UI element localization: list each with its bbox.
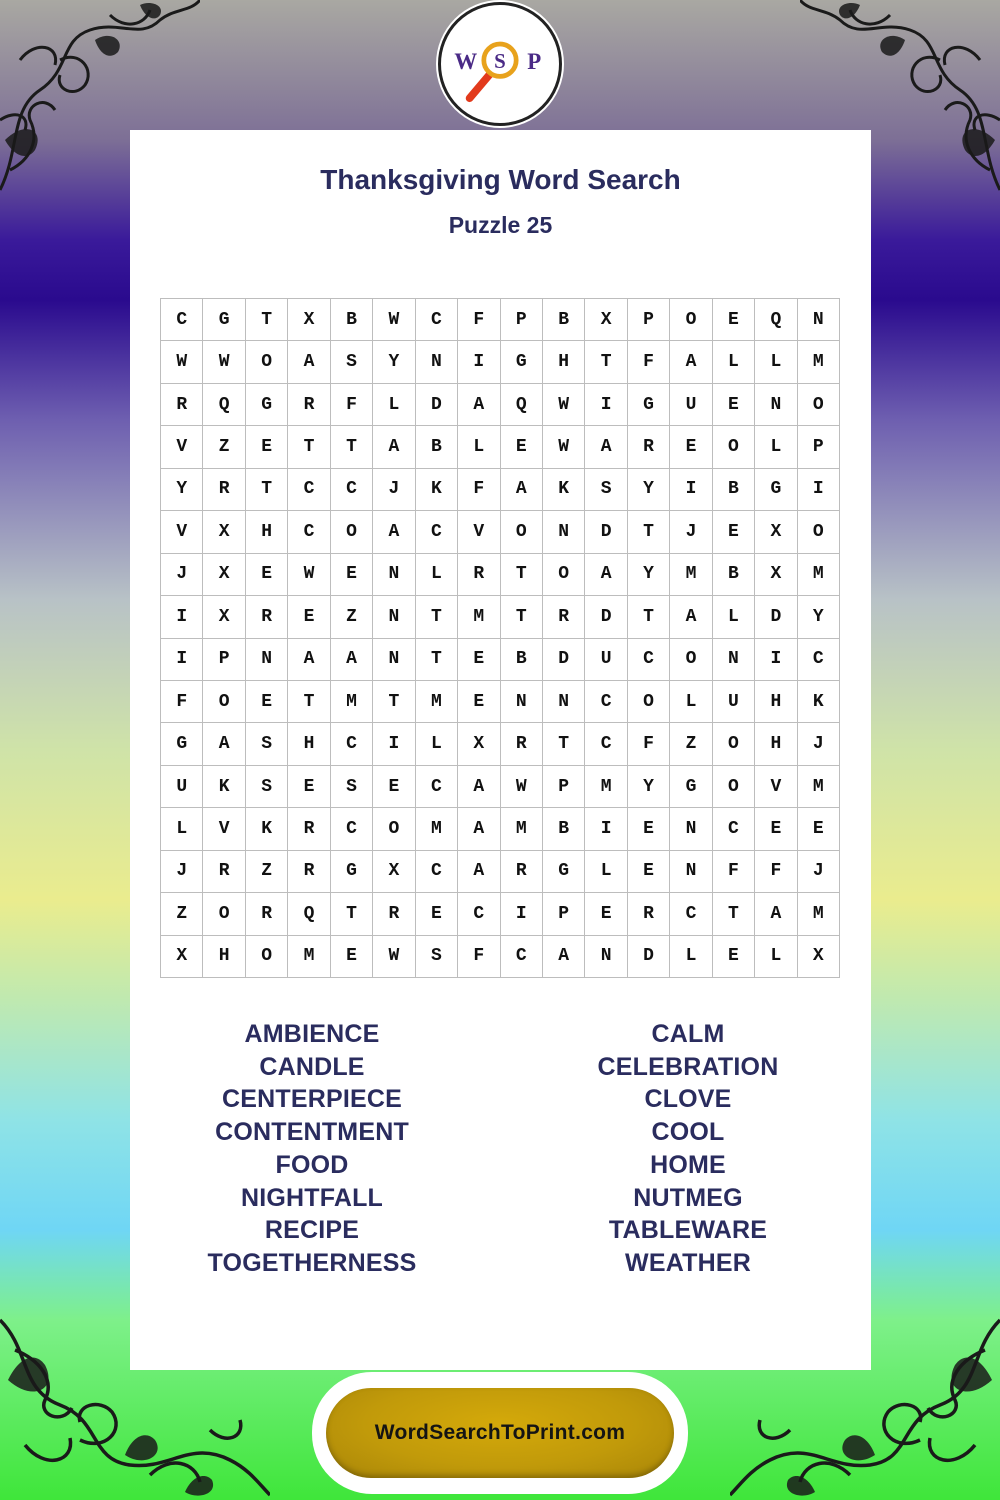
grid-cell[interactable]: E — [585, 893, 627, 935]
grid-cell[interactable]: R — [373, 893, 415, 935]
grid-cell[interactable]: R — [288, 808, 330, 850]
grid-cell[interactable]: I — [798, 469, 840, 511]
word-list-item: COOL — [651, 1118, 725, 1147]
grid-cell[interactable]: T — [585, 341, 627, 383]
grid-cell[interactable]: E — [628, 851, 670, 893]
site-url-link[interactable]: WordSearchToPrint.com — [374, 1421, 626, 1444]
grid-cell[interactable]: B — [713, 469, 755, 511]
grid-cell[interactable]: O — [203, 681, 245, 723]
letter-grid[interactable] — [160, 298, 840, 978]
grid-cell[interactable]: J — [798, 851, 840, 893]
grid-cell[interactable]: B — [501, 639, 543, 681]
grid-cell[interactable]: I — [585, 384, 627, 426]
grid-cell[interactable]: M — [798, 554, 840, 596]
grid-cell[interactable]: W — [373, 936, 415, 978]
grid-cell[interactable]: A — [501, 469, 543, 511]
grid-cell[interactable]: P — [628, 299, 670, 341]
word-list-item: WEATHER — [625, 1248, 751, 1277]
grid-cell[interactable]: A — [670, 596, 712, 638]
grid-cell[interactable]: C — [288, 469, 330, 511]
grid-cell[interactable]: W — [543, 384, 585, 426]
grid-cell[interactable]: D — [416, 384, 458, 426]
grid-cell[interactable]: F — [331, 384, 373, 426]
word-list-item: CALM — [651, 1020, 725, 1048]
grid-cell[interactable]: U — [585, 639, 627, 681]
word-list-item: CELEBRATION — [597, 1052, 779, 1081]
word-list-item: CENTERPIECE — [221, 1085, 402, 1114]
grid-cell[interactable]: X — [755, 554, 797, 596]
grid-cell[interactable]: W — [501, 766, 543, 808]
grid-cell[interactable]: N — [373, 639, 415, 681]
grid-cell[interactable]: Y — [798, 596, 840, 638]
grid-cell[interactable]: E — [713, 511, 755, 553]
grid-cell[interactable]: R — [628, 426, 670, 468]
grid-cell[interactable]: I — [161, 639, 203, 681]
grid-cell[interactable]: N — [543, 511, 585, 553]
grid-cell[interactable]: X — [458, 723, 500, 765]
grid-cell[interactable]: S — [331, 341, 373, 383]
grid-cell[interactable]: A — [373, 426, 415, 468]
grid-cell[interactable]: F — [713, 851, 755, 893]
grid-cell[interactable]: O — [798, 384, 840, 426]
grid-cell[interactable]: E — [288, 596, 330, 638]
grid-cell[interactable]: T — [501, 554, 543, 596]
grid-cell[interactable]: Y — [628, 469, 670, 511]
grid-cell[interactable]: H — [246, 511, 288, 553]
grid-cell[interactable]: F — [628, 341, 670, 383]
grid-cell[interactable]: E — [331, 936, 373, 978]
grid-cell[interactable]: F — [161, 681, 203, 723]
grid-cell[interactable]: X — [203, 596, 245, 638]
grid-cell[interactable]: J — [798, 723, 840, 765]
grid-cell[interactable]: E — [458, 681, 500, 723]
grid-cell[interactable]: W — [373, 299, 415, 341]
grid-cell[interactable]: W — [543, 426, 585, 468]
grid-cell[interactable]: R — [288, 851, 330, 893]
grid-cell[interactable]: N — [798, 299, 840, 341]
grid-cell[interactable]: T — [331, 426, 373, 468]
grid-cell[interactable]: V — [161, 426, 203, 468]
grid-cell[interactable]: O — [670, 639, 712, 681]
grid-cell[interactable]: E — [246, 554, 288, 596]
grid-cell[interactable]: D — [585, 511, 627, 553]
grid-cell[interactable]: A — [458, 384, 500, 426]
grid-cell[interactable]: C — [798, 639, 840, 681]
grid-cell[interactable]: F — [628, 723, 670, 765]
grid-cell[interactable]: M — [585, 766, 627, 808]
grid-cell[interactable]: J — [161, 554, 203, 596]
grid-cell[interactable]: I — [373, 723, 415, 765]
grid-cell[interactable]: X — [161, 936, 203, 978]
grid-cell[interactable]: C — [331, 723, 373, 765]
grid-cell[interactable]: R — [203, 851, 245, 893]
grid-cell[interactable]: O — [203, 893, 245, 935]
grid-cell[interactable]: A — [373, 511, 415, 553]
grid-cell[interactable]: T — [713, 893, 755, 935]
grid-cell[interactable]: C — [416, 511, 458, 553]
grid-cell[interactable]: H — [755, 681, 797, 723]
grid-cell[interactable]: H — [543, 341, 585, 383]
grid-cell[interactable]: E — [670, 426, 712, 468]
grid-cell[interactable]: E — [798, 808, 840, 850]
grid-cell[interactable]: R — [458, 554, 500, 596]
grid-cell[interactable]: N — [713, 639, 755, 681]
grid-cell[interactable]: N — [755, 384, 797, 426]
grid-cell[interactable]: X — [373, 851, 415, 893]
footer-banner[interactable] — [326, 1388, 674, 1478]
grid-cell[interactable]: A — [585, 426, 627, 468]
grid-cell[interactable]: C — [585, 723, 627, 765]
magnifier-logo-icon — [441, 5, 559, 123]
grid-cell[interactable]: Q — [501, 384, 543, 426]
grid-cell[interactable]: B — [331, 299, 373, 341]
grid-cell[interactable]: E — [713, 299, 755, 341]
grid-cell[interactable]: X — [203, 511, 245, 553]
grid-cell[interactable]: P — [203, 639, 245, 681]
grid-cell[interactable]: N — [543, 681, 585, 723]
grid-cell[interactable]: A — [458, 851, 500, 893]
grid-cell[interactable]: N — [246, 639, 288, 681]
grid-cell[interactable]: U — [713, 681, 755, 723]
logo-letter-w: W — [454, 48, 478, 74]
grid-cell[interactable]: O — [331, 511, 373, 553]
grid-cell[interactable]: O — [713, 426, 755, 468]
grid-cell[interactable]: S — [331, 766, 373, 808]
grid-cell[interactable]: S — [246, 723, 288, 765]
grid-cell[interactable]: Z — [246, 851, 288, 893]
grid-cell[interactable]: V — [161, 511, 203, 553]
grid-cell[interactable]: T — [288, 426, 330, 468]
grid-cell[interactable]: F — [458, 299, 500, 341]
grid-cell[interactable]: Q — [203, 384, 245, 426]
grid-cell[interactable]: L — [755, 341, 797, 383]
grid-cell[interactable]: M — [670, 554, 712, 596]
grid-cell[interactable]: L — [670, 681, 712, 723]
grid-cell[interactable]: M — [331, 681, 373, 723]
word-list-item: TABLEWARE — [608, 1216, 768, 1245]
grid-cell[interactable]: H — [755, 723, 797, 765]
grid-cell[interactable]: E — [628, 808, 670, 850]
grid-cell[interactable]: Y — [628, 554, 670, 596]
grid-cell[interactable]: F — [458, 936, 500, 978]
grid-cell[interactable]: C — [331, 808, 373, 850]
grid-cell[interactable]: S — [416, 936, 458, 978]
site-logo[interactable] — [438, 2, 562, 126]
grid-cell[interactable]: K — [543, 469, 585, 511]
grid-cell[interactable]: E — [713, 384, 755, 426]
grid-cell[interactable]: V — [458, 511, 500, 553]
grid-cell[interactable]: A — [543, 936, 585, 978]
grid-cell[interactable]: N — [585, 936, 627, 978]
grid-cell[interactable]: T — [373, 681, 415, 723]
page-title: Thanksgiving Word Search — [320, 164, 681, 195]
grid-cell[interactable]: M — [416, 808, 458, 850]
grid-cell[interactable]: H — [288, 723, 330, 765]
grid-cell[interactable]: F — [458, 469, 500, 511]
grid-cell[interactable]: R — [543, 596, 585, 638]
grid-cell[interactable]: Z — [331, 596, 373, 638]
grid-cell[interactable]: B — [416, 426, 458, 468]
grid-cell[interactable]: G — [246, 384, 288, 426]
grid-cell[interactable]: P — [798, 426, 840, 468]
grid-cell[interactable]: G — [203, 299, 245, 341]
grid-cell[interactable]: P — [501, 299, 543, 341]
grid-cell[interactable]: G — [543, 851, 585, 893]
grid-cell[interactable]: C — [713, 808, 755, 850]
grid-cell[interactable]: C — [585, 681, 627, 723]
grid-cell[interactable]: U — [161, 766, 203, 808]
grid-cell[interactable]: W — [288, 554, 330, 596]
word-list-item: RECIPE — [264, 1216, 360, 1245]
grid-cell[interactable]: E — [373, 766, 415, 808]
grid-cell[interactable]: N — [501, 681, 543, 723]
grid-cell[interactable]: L — [670, 936, 712, 978]
word-list-item: HOME — [650, 1150, 726, 1179]
grid-cell[interactable]: R — [246, 596, 288, 638]
grid-cell[interactable]: E — [246, 426, 288, 468]
grid-cell[interactable]: M — [416, 681, 458, 723]
grid-cell[interactable]: I — [670, 469, 712, 511]
grid-cell[interactable]: O — [543, 554, 585, 596]
grid-cell[interactable]: O — [373, 808, 415, 850]
grid-cell[interactable]: L — [373, 384, 415, 426]
grid-cell[interactable]: T — [331, 893, 373, 935]
grid-cell[interactable]: A — [670, 341, 712, 383]
word-list-item: AMBIENCE — [244, 1020, 380, 1048]
grid-cell[interactable]: T — [543, 723, 585, 765]
grid-cell[interactable]: I — [501, 893, 543, 935]
grid-cell[interactable]: E — [331, 554, 373, 596]
grid-cell[interactable]: J — [670, 511, 712, 553]
grid-cell[interactable]: P — [543, 766, 585, 808]
grid-cell[interactable]: Y — [373, 341, 415, 383]
grid-cell[interactable]: L — [161, 808, 203, 850]
grid-cell[interactable]: X — [288, 299, 330, 341]
logo-letter-p: P — [527, 48, 542, 74]
grid-cell[interactable]: C — [288, 511, 330, 553]
grid-cell[interactable]: E — [755, 808, 797, 850]
grid-cell[interactable]: I — [585, 808, 627, 850]
grid-cell[interactable]: G — [331, 851, 373, 893]
grid-cell[interactable]: C — [458, 893, 500, 935]
grid-cell[interactable]: R — [246, 893, 288, 935]
grid-cell[interactable]: C — [331, 469, 373, 511]
grid-cell[interactable]: T — [628, 596, 670, 638]
grid-cell[interactable]: E — [458, 639, 500, 681]
grid-cell[interactable]: L — [713, 341, 755, 383]
grid-cell[interactable]: W — [161, 341, 203, 383]
grid-cell[interactable]: A — [458, 766, 500, 808]
grid-cell[interactable]: X — [798, 936, 840, 978]
word-list-item: CONTENTMENT — [215, 1118, 409, 1147]
grid-cell[interactable]: E — [501, 426, 543, 468]
grid-cell[interactable]: G — [755, 469, 797, 511]
grid-cell[interactable]: C — [670, 893, 712, 935]
grid-cell[interactable]: L — [755, 426, 797, 468]
puzzle-sheet — [130, 130, 871, 1370]
grid-cell[interactable]: Z — [670, 723, 712, 765]
grid-cell[interactable]: E — [416, 893, 458, 935]
grid-cell[interactable]: M — [798, 341, 840, 383]
grid-cell[interactable]: M — [501, 808, 543, 850]
grid-cell[interactable]: V — [755, 766, 797, 808]
grid-cell[interactable]: A — [288, 639, 330, 681]
grid-cell[interactable]: G — [628, 384, 670, 426]
grid-cell[interactable]: K — [798, 681, 840, 723]
word-list-item: TOGETHERNESS — [207, 1248, 417, 1277]
grid-cell[interactable]: S — [246, 766, 288, 808]
grid-cell[interactable]: N — [373, 596, 415, 638]
grid-cell[interactable]: B — [543, 808, 585, 850]
grid-cell[interactable]: L — [458, 426, 500, 468]
grid-cell[interactable]: T — [246, 299, 288, 341]
grid-cell[interactable]: E — [288, 766, 330, 808]
grid-cell[interactable]: C — [501, 936, 543, 978]
grid-cell[interactable]: O — [798, 511, 840, 553]
grid-cell[interactable]: O — [713, 766, 755, 808]
grid-cell[interactable]: V — [203, 808, 245, 850]
grid-cell[interactable]: G — [501, 341, 543, 383]
grid-cell[interactable]: E — [713, 936, 755, 978]
word-list-item: CLOVE — [644, 1085, 732, 1114]
grid-cell[interactable]: M — [458, 596, 500, 638]
grid-cell[interactable]: J — [373, 469, 415, 511]
grid-cell[interactable]: D — [755, 596, 797, 638]
word-list-right — [528, 1018, 848, 1280]
grid-cell[interactable]: A — [203, 723, 245, 765]
grid-cell[interactable]: T — [416, 596, 458, 638]
grid-cell[interactable]: G — [670, 766, 712, 808]
grid-cell[interactable]: R — [161, 384, 203, 426]
grid-cell[interactable]: L — [755, 936, 797, 978]
grid-cell[interactable]: Z — [203, 426, 245, 468]
grid-cell[interactable]: N — [670, 851, 712, 893]
logo-letter-s: S — [494, 48, 506, 73]
grid-cell[interactable]: K — [203, 766, 245, 808]
word-list-item: CANDLE — [259, 1052, 365, 1081]
grid-cell[interactable]: R — [501, 851, 543, 893]
word-list-item: FOOD — [275, 1150, 349, 1179]
grid-cell[interactable]: R — [628, 893, 670, 935]
grid-cell[interactable]: Y — [161, 469, 203, 511]
word-list-left — [152, 1018, 472, 1280]
grid-cell[interactable]: G — [161, 723, 203, 765]
grid-cell[interactable]: C — [416, 766, 458, 808]
grid-cell[interactable]: F — [755, 851, 797, 893]
grid-cell[interactable]: B — [713, 554, 755, 596]
grid-cell[interactable]: L — [416, 554, 458, 596]
grid-cell[interactable]: M — [798, 766, 840, 808]
grid-cell[interactable]: U — [670, 384, 712, 426]
grid-cell[interactable]: O — [670, 299, 712, 341]
grid-cell[interactable]: L — [713, 596, 755, 638]
grid-cell[interactable]: R — [501, 723, 543, 765]
grid-cell[interactable]: O — [713, 723, 755, 765]
grid-cell[interactable]: A — [331, 639, 373, 681]
grid-cell[interactable]: D — [543, 639, 585, 681]
grid-cell[interactable]: I — [755, 639, 797, 681]
word-list-item: NIGHTFALL — [240, 1183, 384, 1212]
grid-cell[interactable]: N — [373, 554, 415, 596]
grid-cell[interactable]: P — [543, 893, 585, 935]
grid-cell[interactable]: I — [458, 341, 500, 383]
grid-cell[interactable]: A — [458, 808, 500, 850]
grid-cell[interactable]: O — [246, 936, 288, 978]
grid-cell[interactable]: C — [416, 299, 458, 341]
grid-cell[interactable]: O — [628, 681, 670, 723]
grid-cell[interactable]: T — [246, 469, 288, 511]
grid-cell[interactable]: R — [203, 469, 245, 511]
grid-cell[interactable]: W — [203, 341, 245, 383]
grid-cell[interactable]: O — [246, 341, 288, 383]
grid-cell[interactable]: Z — [161, 893, 203, 935]
grid-cell[interactable]: I — [161, 596, 203, 638]
grid-cell[interactable]: X — [755, 511, 797, 553]
word-list-item: NUTMEG — [633, 1183, 743, 1212]
grid-cell[interactable]: A — [288, 341, 330, 383]
grid-cell[interactable]: O — [501, 511, 543, 553]
grid-cell[interactable]: L — [585, 851, 627, 893]
grid-cell[interactable]: Q — [755, 299, 797, 341]
grid-cell[interactable]: Y — [628, 766, 670, 808]
grid-cell[interactable]: B — [543, 299, 585, 341]
puzzle-number: Puzzle 25 — [448, 212, 553, 238]
grid-cell[interactable]: L — [416, 723, 458, 765]
grid-cell[interactable]: D — [628, 936, 670, 978]
grid-cell[interactable]: X — [585, 299, 627, 341]
grid-cell[interactable]: N — [670, 808, 712, 850]
grid-cell[interactable]: Q — [288, 893, 330, 935]
grid-cell[interactable]: S — [585, 469, 627, 511]
grid-cell[interactable]: K — [246, 808, 288, 850]
grid-cell[interactable]: N — [416, 341, 458, 383]
grid-cell[interactable]: A — [755, 893, 797, 935]
grid-cell[interactable]: A — [585, 554, 627, 596]
grid-cell[interactable]: D — [585, 596, 627, 638]
grid-cell[interactable]: M — [288, 936, 330, 978]
grid-cell[interactable]: T — [416, 639, 458, 681]
grid-cell[interactable]: R — [288, 384, 330, 426]
grid-cell[interactable]: E — [246, 681, 288, 723]
grid-cell[interactable]: C — [416, 851, 458, 893]
grid-cell[interactable]: K — [416, 469, 458, 511]
grid-cell[interactable]: T — [628, 511, 670, 553]
grid-cell[interactable]: M — [798, 893, 840, 935]
grid-cell[interactable]: C — [628, 639, 670, 681]
grid-cell[interactable]: C — [161, 299, 203, 341]
grid-cell[interactable]: H — [203, 936, 245, 978]
grid-cell[interactable]: X — [203, 554, 245, 596]
grid-cell[interactable]: T — [501, 596, 543, 638]
grid-cell[interactable]: T — [288, 681, 330, 723]
grid-cell[interactable]: J — [161, 851, 203, 893]
